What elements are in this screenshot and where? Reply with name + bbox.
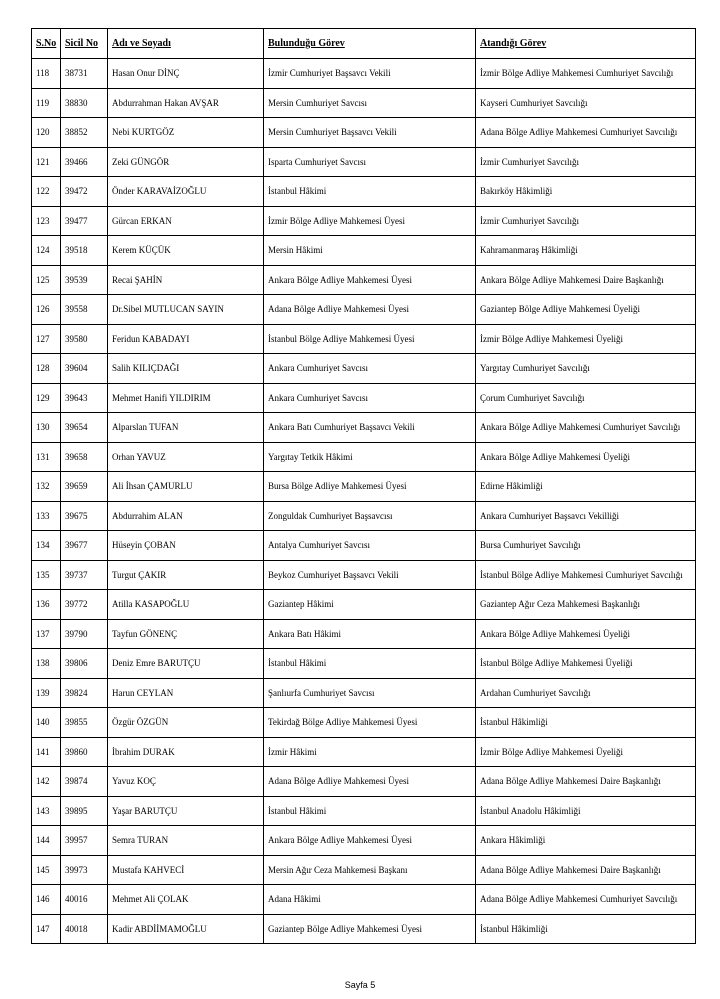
cell-sno: 134	[32, 531, 61, 561]
cell-sno: 142	[32, 767, 61, 797]
table-row	[32, 796, 696, 826]
header-assigned-post: Atandığı Görev	[476, 29, 696, 59]
cell-sicil-no: 39860	[61, 737, 108, 767]
cell-assigned-post: Gaziantep Bölge Adliye Mahkemesi Üyeliği	[476, 295, 696, 325]
cell-sno: 133	[32, 501, 61, 531]
cell-sicil-no: 39806	[61, 649, 108, 679]
cell-current-post: Mersin Cumhuriyet Savcısı	[264, 88, 476, 118]
cell-current-post: Ankara Cumhuriyet Savcısı	[264, 354, 476, 384]
cell-sno: 137	[32, 619, 61, 649]
cell-sno: 124	[32, 236, 61, 266]
cell-current-post: İzmir Cumhuriyet Başsavcı Vekili	[264, 59, 476, 89]
cell-name: Tayfun GÖNENÇ	[108, 619, 264, 649]
table-header	[32, 29, 696, 59]
cell-name: Recai ŞAHİN	[108, 265, 264, 295]
header-sicil-no: Sicil No	[61, 29, 108, 59]
cell-assigned-post: Gaziantep Ağır Ceza Mahkemesi Başkanlığı	[476, 590, 696, 620]
cell-sno: 120	[32, 118, 61, 148]
cell-name: Önder KARAVAİZOĞLU	[108, 177, 264, 207]
cell-sno: 140	[32, 708, 61, 738]
cell-current-post: İzmir Hâkimi	[264, 737, 476, 767]
cell-name: Dr.Sibel MUTLUCAN SAYIN	[108, 295, 264, 325]
cell-name: Kerem KÜÇÜK	[108, 236, 264, 266]
cell-assigned-post: Ankara Bölge Adliye Mahkemesi Üyeliği	[476, 619, 696, 649]
cell-assigned-post: Adana Bölge Adliye Mahkemesi Daire Başkanlığı	[476, 855, 696, 885]
cell-sicil-no: 39658	[61, 442, 108, 472]
cell-assigned-post: İstanbul Anadolu Hâkimliği	[476, 796, 696, 826]
cell-name: Alparslan TUFAN	[108, 413, 264, 443]
cell-sno: 125	[32, 265, 61, 295]
table-row	[32, 708, 696, 738]
cell-current-post: Şanlıurfa Cumhuriyet Savcısı	[264, 678, 476, 708]
table-row	[32, 413, 696, 443]
table-row	[32, 59, 696, 89]
cell-sno: 122	[32, 177, 61, 207]
cell-current-post: İstanbul Bölge Adliye Mahkemesi Üyesi	[264, 324, 476, 354]
cell-current-post: Mersin Cumhuriyet Başsavcı Vekili	[264, 118, 476, 148]
cell-current-post: Adana Bölge Adliye Mahkemesi Üyesi	[264, 767, 476, 797]
cell-name: Zeki GÜNGÖR	[108, 147, 264, 177]
cell-name: Orhan YAVUZ	[108, 442, 264, 472]
cell-current-post: Tekirdağ Bölge Adliye Mahkemesi Üyesi	[264, 708, 476, 738]
cell-current-post: Beykoz Cumhuriyet Başsavcı Vekili	[264, 560, 476, 590]
table-body	[32, 59, 696, 944]
cell-sicil-no: 39772	[61, 590, 108, 620]
cell-current-post: Adana Hâkimi	[264, 885, 476, 915]
cell-name: Gürcan ERKAN	[108, 206, 264, 236]
cell-sno: 123	[32, 206, 61, 236]
header-row	[32, 29, 696, 59]
table-row	[32, 265, 696, 295]
cell-current-post: Gaziantep Hâkimi	[264, 590, 476, 620]
table-row	[32, 767, 696, 797]
cell-sicil-no: 39472	[61, 177, 108, 207]
cell-current-post: Ankara Batı Cumhuriyet Başsavcı Vekili	[264, 413, 476, 443]
cell-current-post: Ankara Cumhuriyet Savcısı	[264, 383, 476, 413]
cell-name: Mustafa KAHVECİ	[108, 855, 264, 885]
cell-current-post: Ankara Batı Hâkimi	[264, 619, 476, 649]
cell-assigned-post: Bursa Cumhuriyet Savcılığı	[476, 531, 696, 561]
cell-assigned-post: Ankara Bölge Adliye Mahkemesi Cumhuriyet Savcılığı	[476, 413, 696, 443]
cell-assigned-post: İstanbul Hâkimliği	[476, 708, 696, 738]
cell-current-post: İstanbul Hâkimi	[264, 649, 476, 679]
cell-sicil-no: 39477	[61, 206, 108, 236]
cell-assigned-post: İzmir Bölge Adliye Mahkemesi Cumhuriyet Savcılığı	[476, 59, 696, 89]
cell-current-post: İzmir Bölge Adliye Mahkemesi Üyesi	[264, 206, 476, 236]
cell-assigned-post: Bakırköy Hâkimliği	[476, 177, 696, 207]
cell-assigned-post: İzmir Bölge Adliye Mahkemesi Üyeliği	[476, 737, 696, 767]
cell-name: Semra TURAN	[108, 826, 264, 856]
cell-name: Ali İhsan ÇAMURLU	[108, 472, 264, 502]
cell-current-post: Bursa Bölge Adliye Mahkemesi Üyesi	[264, 472, 476, 502]
cell-assigned-post: Ankara Bölge Adliye Mahkemesi Üyeliği	[476, 442, 696, 472]
cell-assigned-post: İstanbul Bölge Adliye Mahkemesi Üyeliği	[476, 649, 696, 679]
cell-name: Atilla KASAPOĞLU	[108, 590, 264, 620]
cell-sno: 139	[32, 678, 61, 708]
table-row	[32, 826, 696, 856]
cell-assigned-post: Ankara Bölge Adliye Mahkemesi Daire Başkanlığı	[476, 265, 696, 295]
cell-name: Mehmet Ali ÇOLAK	[108, 885, 264, 915]
cell-current-post: Adana Bölge Adliye Mahkemesi Üyesi	[264, 295, 476, 325]
table-row	[32, 118, 696, 148]
cell-sicil-no: 39895	[61, 796, 108, 826]
table-row	[32, 531, 696, 561]
table-row	[32, 442, 696, 472]
appointments-table	[31, 28, 696, 944]
cell-current-post: Gaziantep Bölge Adliye Mahkemesi Üyesi	[264, 914, 476, 944]
cell-sno: 143	[32, 796, 61, 826]
cell-name: Hasan Onur DİNÇ	[108, 59, 264, 89]
cell-current-post: Mersin Hâkimi	[264, 236, 476, 266]
table-row	[32, 472, 696, 502]
cell-sicil-no: 39604	[61, 354, 108, 384]
header-sno: S.No	[32, 29, 61, 59]
cell-sno: 121	[32, 147, 61, 177]
table-row	[32, 236, 696, 266]
cell-assigned-post: Ankara Cumhuriyet Başsavcı Vekilliği	[476, 501, 696, 531]
cell-sicil-no: 39466	[61, 147, 108, 177]
table-row	[32, 560, 696, 590]
table-row	[32, 383, 696, 413]
cell-sicil-no: 39737	[61, 560, 108, 590]
header-current-post: Bulunduğu Görev	[264, 29, 476, 59]
cell-sno: 127	[32, 324, 61, 354]
table-row	[32, 737, 696, 767]
cell-sicil-no: 39874	[61, 767, 108, 797]
table-row	[32, 177, 696, 207]
table-row	[32, 619, 696, 649]
cell-name: İbrahim DURAK	[108, 737, 264, 767]
cell-name: Hüseyin ÇOBAN	[108, 531, 264, 561]
cell-sno: 144	[32, 826, 61, 856]
cell-sicil-no: 39675	[61, 501, 108, 531]
cell-sno: 132	[32, 472, 61, 502]
cell-assigned-post: İzmir Cumhuriyet Savcılığı	[476, 147, 696, 177]
cell-assigned-post: Ankara Hâkimliği	[476, 826, 696, 856]
cell-name: Salih KILIÇDAĞI	[108, 354, 264, 384]
cell-current-post: Ankara Bölge Adliye Mahkemesi Üyesi	[264, 265, 476, 295]
cell-sno: 138	[32, 649, 61, 679]
table-row	[32, 855, 696, 885]
cell-sicil-no: 38852	[61, 118, 108, 148]
cell-name: Kadir ABDİİMAMOĞLU	[108, 914, 264, 944]
cell-sno: 146	[32, 885, 61, 915]
cell-assigned-post: İzmir Bölge Adliye Mahkemesi Üyeliği	[476, 324, 696, 354]
cell-name: Nebi KURTGÖZ	[108, 118, 264, 148]
cell-assigned-post: Adana Bölge Adliye Mahkemesi Cumhuriyet Savcılığı	[476, 118, 696, 148]
cell-sicil-no: 39973	[61, 855, 108, 885]
cell-assigned-post: Adana Bölge Adliye Mahkemesi Cumhuriyet Savcılığı	[476, 885, 696, 915]
cell-sno: 135	[32, 560, 61, 590]
cell-sicil-no: 39539	[61, 265, 108, 295]
cell-sno: 136	[32, 590, 61, 620]
cell-assigned-post: İzmir Cumhuriyet Savcılığı	[476, 206, 696, 236]
cell-name: Abdurrahim ALAN	[108, 501, 264, 531]
cell-current-post: Yargıtay Tetkik Hâkimi	[264, 442, 476, 472]
cell-sno: 119	[32, 88, 61, 118]
table-row	[32, 88, 696, 118]
cell-sno: 130	[32, 413, 61, 443]
cell-sno: 126	[32, 295, 61, 325]
cell-sno: 145	[32, 855, 61, 885]
cell-current-post: Mersin Ağır Ceza Mahkemesi Başkanı	[264, 855, 476, 885]
cell-sicil-no: 39654	[61, 413, 108, 443]
table-row	[32, 885, 696, 915]
cell-current-post: İstanbul Hâkimi	[264, 177, 476, 207]
cell-current-post: Isparta Cumhuriyet Savcısı	[264, 147, 476, 177]
table-row	[32, 501, 696, 531]
cell-name: Harun CEYLAN	[108, 678, 264, 708]
cell-assigned-post: Edirne Hâkimliği	[476, 472, 696, 502]
cell-sicil-no: 39855	[61, 708, 108, 738]
cell-sicil-no: 39677	[61, 531, 108, 561]
cell-sicil-no: 40018	[61, 914, 108, 944]
cell-sno: 129	[32, 383, 61, 413]
table-row	[32, 678, 696, 708]
table-row	[32, 324, 696, 354]
cell-name: Turgut ÇAKIR	[108, 560, 264, 590]
table-row	[32, 354, 696, 384]
cell-sno: 147	[32, 914, 61, 944]
cell-name: Abdurrahman Hakan AVŞAR	[108, 88, 264, 118]
cell-sicil-no: 39659	[61, 472, 108, 502]
cell-assigned-post: İstanbul Bölge Adliye Mahkemesi Cumhuriyet Savcılığı	[476, 560, 696, 590]
cell-assigned-post: İstanbul Hâkimliği	[476, 914, 696, 944]
table-row	[32, 295, 696, 325]
table-row	[32, 147, 696, 177]
header-name: Adı ve Soyadı	[108, 29, 264, 59]
table-row	[32, 649, 696, 679]
table-row	[32, 206, 696, 236]
cell-sicil-no: 38731	[61, 59, 108, 89]
cell-sicil-no: 40016	[61, 885, 108, 915]
cell-sno: 131	[32, 442, 61, 472]
cell-sno: 128	[32, 354, 61, 384]
cell-current-post: Zonguldak Cumhuriyet Başsavcısı	[264, 501, 476, 531]
cell-current-post: Antalya Cumhuriyet Savcısı	[264, 531, 476, 561]
cell-sno: 118	[32, 59, 61, 89]
table-row	[32, 590, 696, 620]
table-row	[32, 914, 696, 944]
cell-name: Mehmet Hanifi YILDIRIM	[108, 383, 264, 413]
cell-assigned-post: Kahramanmaraş Hâkimliği	[476, 236, 696, 266]
cell-name: Yavuz KOÇ	[108, 767, 264, 797]
cell-current-post: Ankara Bölge Adliye Mahkemesi Üyesi	[264, 826, 476, 856]
cell-assigned-post: Kayseri Cumhuriyet Savcılığı	[476, 88, 696, 118]
cell-sicil-no: 39643	[61, 383, 108, 413]
cell-name: Özgür ÖZGÜN	[108, 708, 264, 738]
cell-current-post: İstanbul Hâkimi	[264, 796, 476, 826]
cell-assigned-post: Adana Bölge Adliye Mahkemesi Daire Başkanlığı	[476, 767, 696, 797]
cell-sicil-no: 39580	[61, 324, 108, 354]
cell-name: Yaşar BARUTÇU	[108, 796, 264, 826]
cell-assigned-post: Yargıtay Cumhuriyet Savcılığı	[476, 354, 696, 384]
cell-sicil-no: 38830	[61, 88, 108, 118]
cell-sicil-no: 39957	[61, 826, 108, 856]
cell-sicil-no: 39790	[61, 619, 108, 649]
cell-assigned-post: Ardahan Cumhuriyet Savcılığı	[476, 678, 696, 708]
cell-name: Feridun KABADAYI	[108, 324, 264, 354]
cell-assigned-post: Çorum Cumhuriyet Savcılığı	[476, 383, 696, 413]
cell-sno: 141	[32, 737, 61, 767]
page-number: Sayfa 5	[344, 980, 376, 990]
cell-name: Deniz Emre BARUTÇU	[108, 649, 264, 679]
cell-sicil-no: 39518	[61, 236, 108, 266]
cell-sicil-no: 39558	[61, 295, 108, 325]
cell-sicil-no: 39824	[61, 678, 108, 708]
